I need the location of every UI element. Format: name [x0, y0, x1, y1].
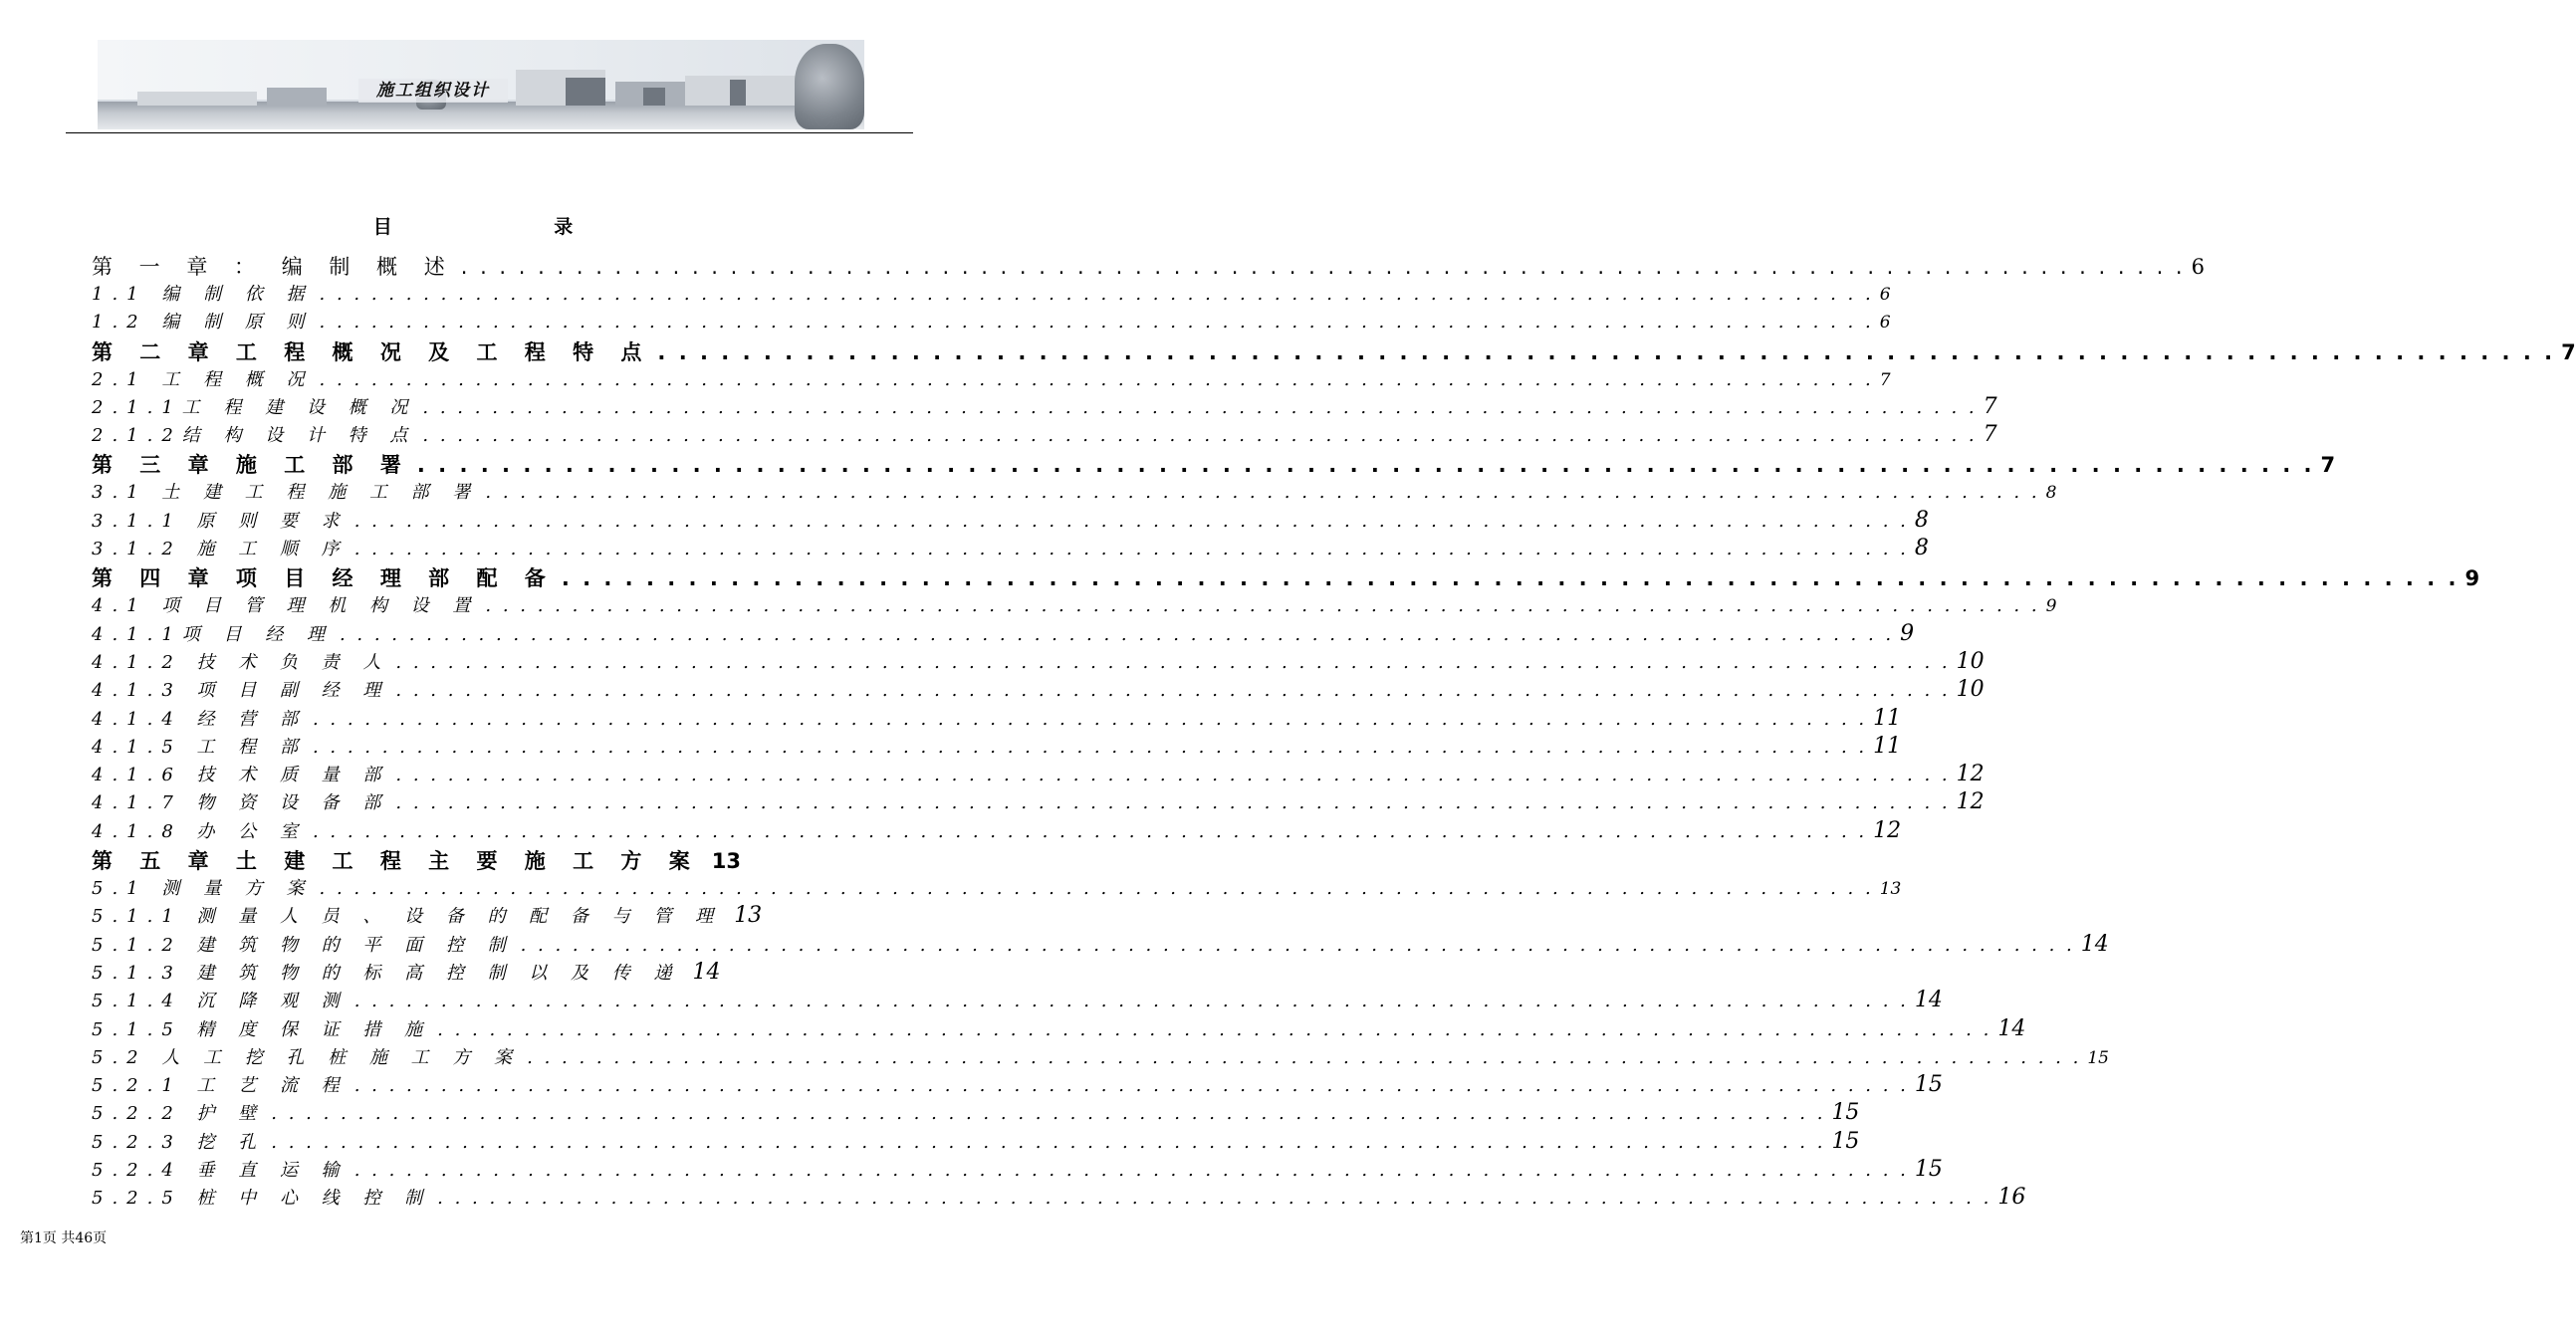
table-of-contents — [92, 251, 2576, 1213]
toc-entry[interactable] — [92, 874, 1902, 902]
toc-leader-dots: . . . . . . . . . . . . . . . . . . . . . . . . . . . . . . . . . . . . . . . . . . . . . . . . . . . . . . . . . . . . . . . . . . . . . . . . . . . . . . . . . . . . . . . . . . — [395, 792, 1951, 814]
toc-entry[interactable] — [92, 1156, 1943, 1184]
toc-entry-label: 4.1.5 工 程 部 — [92, 736, 307, 758]
banner-building — [643, 88, 665, 106]
toc-leader-dots: . . . . . . . . . . . . . . . . . . . . . . . . . . . . . . . . . . . . . . . . . . . . . . . . . . . . . . . . . . . . . . . . . . . . . . . . . . . . . . . . . . . . . . . . . . — [319, 878, 1874, 900]
toc-entry-label: 第 一 章 ： 编 制 概 述 — [92, 255, 455, 279]
toc-leader-dots: . . . . . . . . . . . . . . . . . . . . . . . . . . . . . . . . . . . . . . . . . . . . . . . . . . . . . . . . . . . . . . . . . . . . . . . . . . . . . . . . . . . . . . . . . . — [657, 339, 2556, 364]
toc-entry-page: 16 — [1997, 1185, 2026, 1211]
toc-entry-page: 9 — [2464, 566, 2480, 591]
toc-entry-page: 9 — [1900, 620, 1915, 646]
banner-ground — [98, 102, 864, 129]
toc-leader-dots: . . . . . . . . . . . . . . . . . . . . . . . . . . . . . . . . . . . . . . . . . . . . . . . . . . . . . . . . . . . . . . . . . . . . . . . . . . . . . . . . . . . . . . . . . . — [395, 651, 1951, 673]
toc-entry-page: 7 — [1879, 369, 1891, 390]
toc-entry-label: 3.1.2 施 工 顺 序 — [92, 539, 349, 560]
banner-tree — [795, 44, 864, 129]
toc-entry-page: 11 — [1873, 705, 1902, 731]
toc-entry-page: 8 — [1914, 507, 1929, 533]
toc-leader-dots: . . . . . . . . . . . . . . . . . . . . . . . . . . . . . . . . . . . . . . . . . . . . . . . . . . . . . . . . . . . . . . . . . . . . . . . . . . . . . . . . . . . . . . . . . . — [353, 1075, 1909, 1097]
toc-entry[interactable] — [92, 478, 2057, 506]
toc-entry[interactable] — [92, 845, 749, 874]
toc-entry-label: 2.1 工 程 概 况 — [92, 368, 314, 390]
toc-entry[interactable] — [92, 280, 1891, 308]
toc-entry-page: 6 — [1879, 313, 1891, 334]
toc-entry-label: 2.1.1工 程 建 设 概 况 — [92, 396, 417, 418]
toc-leader-dots: . . . . . . . . . . . . . . . . . . . . . . . . . . . . . . . . . . . . . . . . . . . . . . . . . . . . . . . . . . . . . . . . . . . . . . . . . . . . . . . . . . . . . . . . . . — [437, 1188, 1992, 1210]
toc-entry-page: 11 — [1873, 733, 1902, 759]
toc-leader-dots: . . . . . . . . . . . . . . . . . . . . . . . . . . . . . . . . . . . . . . . . . . . . . . . . . . . . . . . . . . . . . . . . . . . . . . . . . . . . . . . . . . . . . . . . . . — [485, 482, 2040, 504]
toc-entry-label: 4.1.4 经 营 部 — [92, 708, 307, 730]
toc-entry-label: 第 四 章 项 目 经 理 部 配 备 — [92, 566, 556, 591]
toc-leader-dots: . . . . . . . . . . . . . . . . . . . . . . . . . . . . . . . . . . . . . . . . . . . . . . . . . . . . . . . . . . . . . . . . . . . . . . . . . . . . . . . . . . . . . . . . . . — [485, 595, 2040, 617]
toc-entry[interactable] — [92, 788, 1985, 816]
toc-entry-page: 10 — [1956, 677, 1985, 703]
toc-leader-dots: . . . . . . . . . . . . . . . . . . . . . . . . . . . . . . . . . . . . . . . . . . . . . . . . . . . . . . . . . . . . . . . . . . . . . . . . . . . . . . . . . . . . . . . . . . — [416, 453, 2315, 478]
toc-entry[interactable] — [92, 1128, 1860, 1156]
toc-entry-page: 14 — [2080, 931, 2109, 957]
toc-entry-page: 7 — [1983, 393, 1997, 419]
banner-building — [566, 78, 605, 106]
toc-leader-dots: . . . . . . . . . . . . . . . . . . . . . . . . . . . . . . . . . . . . . . . . . . . . . . . . . . . . . . . . . . . . . . . . . . . . . . . . . . . . . . . . . . . . . . . . . . — [312, 708, 1868, 730]
toc-entry[interactable] — [92, 1099, 1860, 1127]
toc-entry[interactable] — [92, 251, 2205, 280]
toc-leader-dots: . . . . . . . . . . . . . . . . . . . . . . . . . . . . . . . . . . . . . . . . . . . . . . . . . . . . . . . . . . . . . . . . . . . . . . . . . . . . . . . . . . . . . . . . . . — [319, 312, 1874, 334]
toc-entry-label: 5.2 人 工 挖 孔 桩 施 工 方 案 — [92, 1046, 522, 1068]
toc-leader-dots: . . . . . . . . . . . . . . . . . . . . . . . . . . . . . . . . . . . . . . . . . . . . . . . . . . . . . . . . . . . . . . . . . . . . . . . . . . . . . . . . . . . . . . . . . . — [353, 991, 1909, 1012]
toc-entry-page: 14 — [692, 959, 721, 985]
header-title: 施工组织设计 — [358, 79, 508, 103]
toc-leader-dots: . . . . . . . . . . . . . . . . . . . . . . . . . . . . . . . . . . . . . . . . . . . . . . . . . . . . . . . . . . . . . . . . . . . . . . . . . . . . . . . . . . . . . . . . . . — [271, 1131, 1826, 1153]
toc-leader-dots: . . . . . . . . . . . . . . . . . . . . . . . . . . . . . . . . . . . . . . . . . . . . . . . . . . . . . . . . . . . . . . . . . . . . . . . . . . . . . . . . . . . . . . . . . . — [353, 1160, 1909, 1182]
toc-entry[interactable] — [92, 705, 1902, 733]
banner-building — [137, 92, 257, 106]
toc-entry[interactable] — [92, 421, 1997, 449]
toc-entry-label: 4.1 项 目 管 理 机 构 设 置 — [92, 595, 480, 617]
toc-entry-label: 5.1.3 建 筑 物 的 标 高 控 制 以 及 传 递 — [92, 962, 681, 984]
toc-entry-page: 13 — [1879, 879, 1902, 900]
toc-entry-label: 3.1 土 建 工 程 施 工 部 署 — [92, 482, 480, 504]
toc-entry[interactable] — [92, 902, 763, 930]
toc-entry-label: 1.1 编 制 依 据 — [92, 284, 314, 305]
toc-entry-label: 4.1.8 办 公 室 — [92, 820, 307, 842]
toc-leader-dots: . . . . . . . . . . . . . . . . . . . . . . . . . . . . . . . . . . . . . . . . . . . . . . . . . . . . . . . . . . . . . . . . . . . . . . . . . . . . . . . . . . . . . . . . . . — [527, 1046, 2082, 1068]
toc-entry[interactable] — [92, 987, 1943, 1014]
toc-entry-page: 12 — [1873, 817, 1902, 843]
toc-entry-page: 14 — [1997, 1015, 2026, 1041]
toc-entry-page: 12 — [1956, 762, 1985, 787]
banner-building — [267, 88, 327, 106]
toc-leader-dots: . . . . . . . . . . . . . . . . . . . . . . . . . . . . . . . . . . . . . . . . . . . . . . . . . . . . . . . . . . . . . . . . . . . . . . . . . . . . . . . . . . . . . . . . . . — [312, 820, 1868, 842]
toc-leader-dots: . . . . . . . . . . . . . . . . . . . . . . . . . . . . . . . . . . . . . . . . . . . . . . . . . . . . . . . . . . . . . . . . . . . . . . . . . . . . . . . . . . . . . . . . . . — [395, 765, 1951, 786]
toc-entry-page: 13 — [734, 903, 763, 929]
toc-entry-label: 第 五 章 土 建 工 程 主 要 施 工 方 案 — [92, 849, 700, 874]
toc-entry-label: 4.1.6 技 术 质 量 部 — [92, 765, 390, 786]
toc-entry[interactable] — [92, 308, 1891, 335]
toc-entry[interactable] — [92, 562, 2480, 591]
toc-entry-page: 9 — [2045, 596, 2057, 617]
toc-entry[interactable] — [92, 931, 2109, 959]
toc-entry-label: 5.1 测 量 方 案 — [92, 878, 314, 900]
toc-entry[interactable] — [92, 449, 2336, 478]
toc-leader-dots: . . . . . . . . . . . . . . . . . . . . . . . . . . . . . . . . . . . . . . . . . . . . . . . . . . . . . . . . . . . . . . . . . . . . . . . . . . . . . . . . . . . . . . . . . . — [395, 680, 1951, 702]
toc-leader-dots: . . . . . . . . . . . . . . . . . . . . . . . . . . . . . . . . . . . . . . . . . . . . . . . . . . . . . . . . . . . . . . . . . . . . . . . . . . . . . . . . . . . . . . . . . . — [339, 623, 1895, 645]
toc-entry-label: 5.1.1 测 量 人 员 、 设 备 的 配 备 与 管 理 — [92, 906, 723, 928]
toc-entry[interactable] — [92, 591, 2057, 619]
toc-entry[interactable] — [92, 648, 1985, 676]
toc-entry-label: 5.1.4 沉 降 观 测 — [92, 991, 349, 1012]
toc-leader-dots: . . . . . . . . . . . . . . . . . . . . . . . . . . . . . . . . . . . . . . . . . . . . . . . . . . . . . . . . . . . . . . . . . . . . . . . . . . . . . . . . . . . . . . . . . . — [312, 736, 1868, 758]
toc-leader-dots: . . . . . . . . . . . . . . . . . . . . . . . . . . . . . . . . . . . . . . . . . . . . . . . . . . . . . . . . . . . . . . . . . . . . . . . . . . . . . . . . . . . . . . . . . . — [353, 510, 1909, 532]
toc-entry-page: 7 — [2320, 453, 2336, 478]
toc-entry-label: 4.1.1项 目 经 理 — [92, 623, 334, 645]
toc-leader-dots: . . . . . . . . . . . . . . . . . . . . . . . . . . . . . . . . . . . . . . . . . . . . . . . . . . . . . . . . . . . . . . . . . . . . . . . . . . . . . . . . . . . . . . . . . . — [422, 396, 1978, 418]
toc-entry[interactable] — [92, 1184, 2026, 1212]
toc-entry-page: 15 — [1914, 1157, 1943, 1183]
toc-entry-label: 5.2.3 挖 孔 — [92, 1131, 266, 1153]
toc-entry-label: 5.2.4 垂 直 运 输 — [92, 1160, 349, 1182]
toc-entry-page: 7 — [1983, 422, 1997, 448]
toc-leader-dots: . . . . . . . . . . . . . . . . . . . . . . . . . . . . . . . . . . . . . . . . . . . . . . . . . . . . . . . . . . . . . . . . . . . . . . . . . . . . . . . . . . . . . . . . . . — [271, 1103, 1826, 1125]
toc-entry-page: 10 — [1956, 648, 1985, 674]
toc-leader-dots: . . . . . . . . . . . . . . . . . . . . . . . . . . . . . . . . . . . . . . . . . . . . . . . . . . . . . . . . . . . . . . . . . . . . . . . . . . . . . . . . . . . . . . . . . . — [422, 425, 1978, 447]
toc-entry-page: 12 — [1956, 789, 1985, 815]
toc-entry-label: 5.1.5 精 度 保 证 措 施 — [92, 1018, 432, 1040]
toc-entry-page: 13 — [711, 849, 741, 874]
toc-entry[interactable] — [92, 1043, 2109, 1071]
toc-entry-page: 15 — [2087, 1047, 2109, 1068]
toc-entry[interactable] — [92, 1071, 1943, 1099]
toc-entry[interactable] — [92, 393, 1997, 421]
toc-entry-page: 15 — [1914, 1072, 1943, 1098]
toc-entry-label: 第 二 章 工 程 概 况 及 工 程 特 点 — [92, 339, 652, 364]
toc-entry-page: 8 — [2045, 483, 2057, 504]
toc-entry[interactable] — [92, 817, 1902, 845]
toc-entry-page: 15 — [1831, 1100, 1860, 1126]
toc-entry-label: 5.2.2 护 壁 — [92, 1103, 266, 1125]
toc-entry-label: 2.1.2结 构 设 计 特 点 — [92, 425, 417, 447]
toc-leader-dots: . . . . . . . . . . . . . . . . . . . . . . . . . . . . . . . . . . . . . . . . . . . . . . . . . . . . . . . . . . . . . . . . . . . . . . . . . . . . . . . . . . . . . . . . . . — [520, 934, 2075, 956]
toc-entry[interactable] — [92, 733, 1902, 761]
toc-entry-label: 4.1.2 技 术 负 责 人 — [92, 651, 390, 673]
toc-entry-label: 4.1.3 项 目 副 经 理 — [92, 680, 390, 702]
banner-building — [730, 80, 746, 106]
toc-entry[interactable] — [92, 535, 1929, 562]
toc-entry-label: 5.2.5 桩 中 心 线 控 制 — [92, 1188, 432, 1210]
toc-entry-page: 7 — [2561, 339, 2576, 364]
toc-entry-label: 1.2 编 制 原 则 — [92, 312, 314, 334]
toc-entry-page: 6 — [1879, 285, 1891, 305]
toc-entry[interactable] — [92, 676, 1985, 704]
toc-entry-page: 6 — [2191, 255, 2205, 279]
toc-leader-dots: . . . . . . . . . . . . . . . . . . . . . . . . . . . . . . . . . . . . . . . . . . . . . . . . . . . . . . . . . . . . . . . . . . . . . . . . . . . . . . . . . . . . . . . . . . — [561, 566, 2459, 591]
header-rule — [66, 132, 913, 133]
toc-entry[interactable] — [92, 1015, 2026, 1043]
toc-entry-label: 3.1.1 原 则 要 求 — [92, 510, 349, 532]
toc-entry-page: 15 — [1831, 1128, 1860, 1154]
toc-entry-label: 第 三 章 施 工 部 署 — [92, 453, 411, 478]
toc-leader-dots: . . . . . . . . . . . . . . . . . . . . . . . . . . . . . . . . . . . . . . . . . . . . . . . . . . . . . . . . . . . . . . . . . . . . . . . . . . . . . . . . . . . . . . . . . . — [319, 368, 1874, 390]
toc-entry[interactable] — [92, 336, 2576, 365]
toc-entry-label: 5.1.2 建 筑 物 的 平 面 控 制 — [92, 934, 515, 956]
toc-entry[interactable] — [92, 620, 1915, 648]
toc-leader-dots: . . . . . . . . . . . . . . . . . . . . . . . . . . . . . . . . . . . . . . . . . . . . . . . . . . . . . . . . . . . . . . . . . . . . . . . . . . . . . . . . . . . . . . . . . . — [319, 284, 1874, 305]
toc-entry-page: 14 — [1914, 988, 1943, 1013]
toc-entry[interactable] — [92, 761, 1985, 788]
toc-leader-dots: . . . . . . . . . . . . . . . . . . . . . . . . . . . . . . . . . . . . . . . . . . . . . . . . . . . . . . . . . . . . . . . . . . . . . . . . . . . . . . . . . . . . . . . . . . — [353, 539, 1909, 560]
toc-entry-label: 5.2.1 工 艺 流 程 — [92, 1075, 349, 1097]
toc-leader-dots: . . . . . . . . . . . . . . . . . . . . . . . . . . . . . . . . . . . . . . . . . . . . . . . . . . . . . . . . . . . . . . . . . . . . . . . . . . . . . . . . . . . . . . . . . . — [460, 255, 2186, 279]
toc-leader-dots: . . . . . . . . . . . . . . . . . . . . . . . . . . . . . . . . . . . . . . . . . . . . . . . . . . . . . . . . . . . . . . . . . . . . . . . . . . . . . . . . . . . . . . . . . . — [437, 1018, 1992, 1040]
toc-title: 目 录 — [372, 216, 631, 238]
toc-entry-page: 8 — [1914, 536, 1929, 561]
page-footer: 第1页 共46页 — [20, 1230, 108, 1246]
toc-entry-label: 4.1.7 物 资 设 备 部 — [92, 792, 390, 814]
toc-entry[interactable] — [92, 365, 1891, 393]
toc-entry[interactable] — [92, 959, 749, 987]
toc-entry[interactable] — [92, 507, 1929, 535]
